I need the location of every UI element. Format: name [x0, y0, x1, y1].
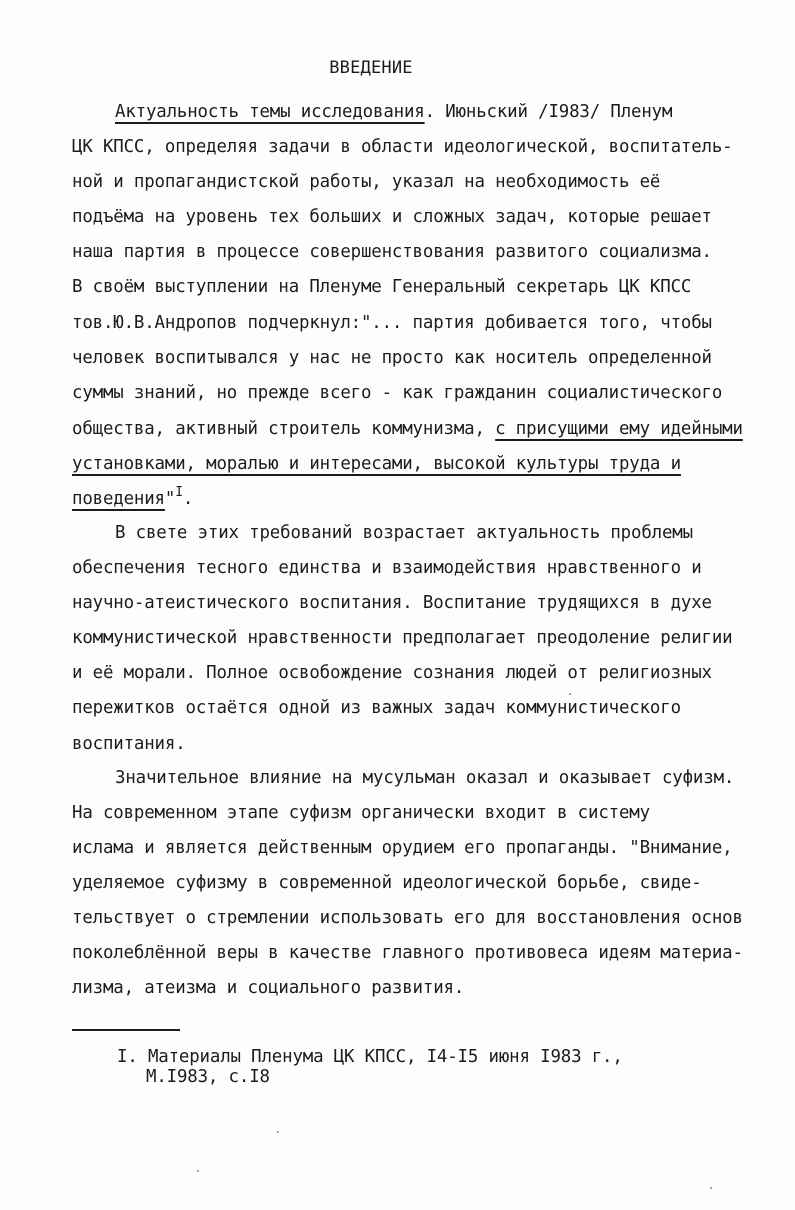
text-line: ислама и является действенным орудием его пропаганды. "Внимание,: [72, 838, 733, 858]
text-line: и её морали. Полное освобождение сознания людей от религиозных: [72, 663, 712, 683]
footnote-line: I. Материалы Пленума ЦК КПСС, I4-I5 июня I983 г.,: [117, 1047, 623, 1067]
text-line: поколеблённой веры в качестве главного противовеса идеям материа-: [72, 943, 743, 963]
underlined-quote: установками, моралью и интересами, высокой культуры труда и: [72, 454, 681, 474]
underlined-quote: поведения: [72, 489, 165, 509]
footnote-marker: I: [175, 485, 183, 500]
scan-speck: [197, 1170, 199, 1172]
text-line: лизма, атеизма и социального развития.: [72, 978, 465, 998]
text-line: человек воспитывался у нас не просто как носитель определенной: [72, 348, 712, 368]
underlined-quote: с присущими ему идейными: [495, 419, 743, 439]
scan-speck: [569, 693, 571, 695]
text-line: научно-атеистического воспитания. Воспитание трудящихся в духе: [72, 593, 712, 613]
text-line: подъёма на уровень тех больших и сложных задач, которые решает: [72, 207, 712, 227]
text-line: общества, активный строитель коммунизма, с присущими ему идейными: [72, 419, 743, 439]
text-line: уделяемое суфизму в современной идеологической борьбе, свиде-: [72, 873, 702, 893]
text-line: тов.Ю.В.Андропов подчеркнул:"... партия добивается того, чтобы: [72, 313, 712, 333]
text-line: тельствует о стремлении использовать его для восстановления основ: [72, 908, 743, 928]
text-line: ЦК КПСС, определяя задачи в области идеологической, воспитатель-: [72, 137, 733, 157]
footnote-divider: [72, 1029, 180, 1031]
text-line: наша партия в процессе совершенствования развитого социализма.: [72, 242, 712, 262]
text-line: коммунистической нравственности предполагает преодоление религии: [72, 628, 733, 648]
text-line: В своём выступлении на Пленуме Генеральный секретарь ЦК КПСС: [72, 277, 692, 297]
text-line: Значительное влияние на мусульман оказал и оказывает суфизм.: [115, 768, 735, 788]
text-line: обеспечения тесного единства и взаимодействия нравственного и: [72, 558, 702, 578]
page-title: ВВЕДЕНИЕ: [329, 58, 413, 78]
scan-speck: [277, 1131, 279, 1133]
section-subheading: Актуальность темы исследования: [115, 102, 425, 122]
footnote-line: М.I983, с.I8: [146, 1067, 270, 1087]
text-line: В свете этих требований возрастает актуальность проблемы: [115, 523, 693, 543]
scan-speck: [710, 1187, 712, 1189]
text-line: поведения"$^I$.: [72, 485, 194, 509]
text-line: Актуальность темы исследования. Июньский /I983/ Пленум: [115, 102, 673, 122]
text-line: суммы знаний, но прежде всего - как гражданин социалистического: [72, 383, 723, 403]
text-line: ной и пропагандистской работы, указал на необходимость её: [72, 172, 661, 192]
text-line: воспитания.: [72, 734, 186, 754]
text-line: пережитков остаётся одной из важных задач коммунистического: [72, 698, 681, 718]
text-line: На современном этапе суфизм органически входит в систему: [72, 803, 650, 823]
